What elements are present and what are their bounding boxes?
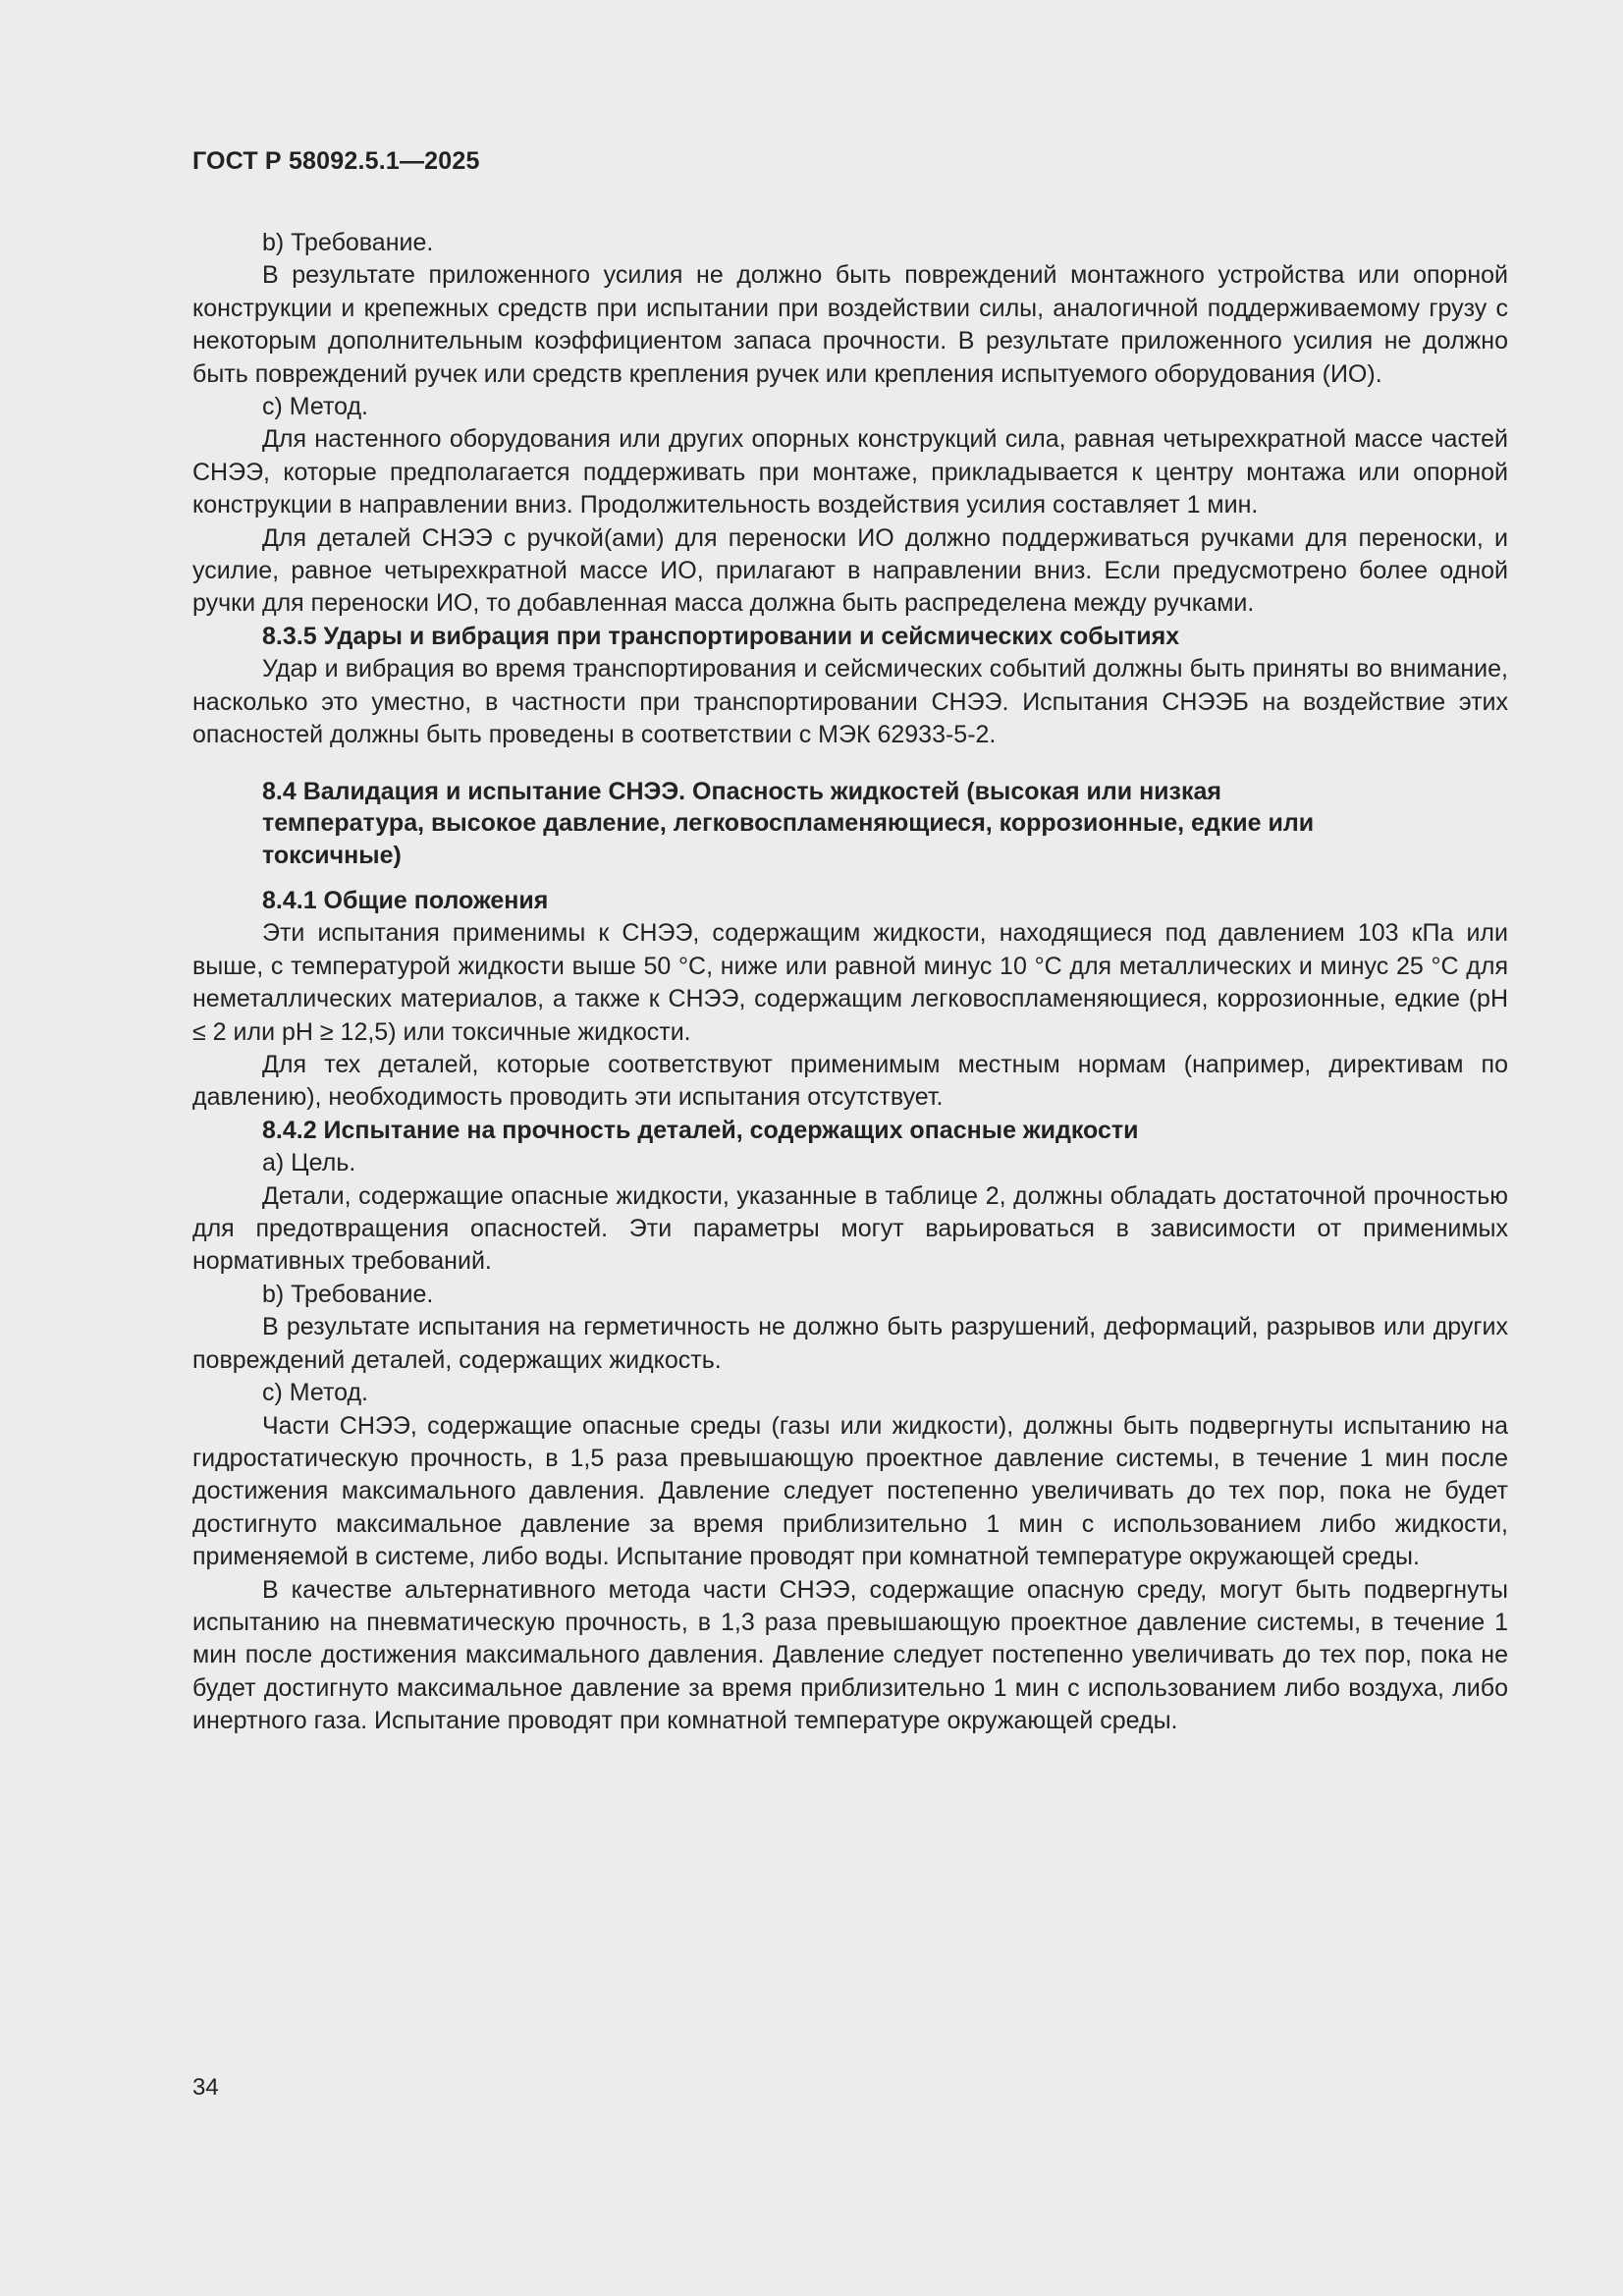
page-number: 34: [192, 2074, 219, 2101]
paragraph-item-c-method: c) Метод.: [262, 393, 369, 421]
paragraph-item-b-requirement: b) Требование.: [262, 1280, 434, 1308]
paragraph: Для тех деталей, которые соответствуют применимым местным нормам (например, директивам по давлению), необходимость проводить эти испытания отсутствует.: [192, 1051, 1508, 1112]
paragraph: Для настенного оборудования или других опорных конструкций сила, равная четырехкратной массе частей СНЭЭ, которые предполагается поддерживать при монтаже, прикладывается к центру монтажа или опорной конструкции в направлении вниз. Продолжительность воздействия усилия составляет 1 мин.: [192, 425, 1508, 519]
document-body: [192, 227, 1508, 1738]
paragraph: Для деталей СНЭЭ с ручкой(ами) для переноски ИО должно поддерживаться ручками для переноски, и усилие, равное четырехкратной массе ИО, прилагают в направлении вниз. Если предусмотрено более одной ручки для переноски ИО, то добавленная масса должна быть распределена между ручками.: [192, 523, 1508, 618]
paragraph: Удар и вибрация во время транспортирования и сейсмических событий должны быть приняты во внимание, насколько это уместно, в частности при транспортировании СНЭЭ. Испытания СНЭЭБ на воздействие этих опасностей должны быть проведены в соответствии с МЭК 62933-5-2.: [192, 655, 1508, 749]
paragraph-item-a-purpose: a) Цель.: [262, 1149, 356, 1177]
document-header-code: ГОСТ Р 58092.5.1—2025: [192, 147, 480, 175]
section-heading-8-4-2: 8.4.2 Испытание на прочность деталей, содержащих опасные жидкости: [262, 1116, 1139, 1144]
section-heading-8-3-5: 8.3.5 Удары и вибрация при транспортировании и сейсмических событиях: [262, 622, 1180, 650]
paragraph-item-c-method: c) Метод.: [262, 1379, 369, 1407]
section-heading-8-4-1: 8.4.1 Общие положения: [262, 887, 549, 914]
paragraph: Эти испытания применимы к СНЭЭ, содержащим жидкости, находящиеся под давлением 103 кПа или выше, с температурой жидкости выше 50 °С, ниже или равной минус 10 °С для металлических и минус 25 °С для неметаллических материалов, а также к СНЭЭ, содержащим легковоспламеняющиеся, коррозионные, едкие (рН ≤ 2 или рН ≥ 12,5) или токсичные жидкости.: [192, 919, 1508, 1046]
section-heading-8-4: 8.4 Валидация и испытание СНЭЭ. Опасность жидкостей (высокая или низкая температура, высокое давление, легковоспламеняющиеся, коррозионные, едкие или токсичные): [262, 777, 1315, 869]
paragraph-item-b-requirement: b) Требование.: [262, 229, 434, 256]
paragraph: В результате испытания на герметичность не должно быть разрушений, деформаций, разрывов или других повреждений деталей, содержащих жидкость.: [192, 1313, 1508, 1374]
paragraph: Части СНЭЭ, содержащие опасные среды (газы или жидкости), должны быть подвергнуты испытанию на гидростатическую прочность, в 1,5 раза превышающую проектное давление системы, в течение 1 мин после достижения максимального давления. Давление следует постепенно увеличивать до тех пор, пока не будет достигнуто максимальное давление за время приблизительно 1 мин с использованием либо жидкости, применяемой в системе, либо воды. Испытание проводят при комнатной температуре окружающей среды.: [192, 1411, 1508, 1571]
paragraph: Детали, содержащие опасные жидкости, указанные в таблице 2, должны обладать достаточной прочностью для предотвращения опасностей. Эти параметры могут варьироваться в зависимости от применимых нормативных требований.: [192, 1181, 1508, 1276]
paragraph: В результате приложенного усилия не должно быть повреждений монтажного устройства или опорной конструкции и крепежных средств при испытании при воздействии силы, аналогичной поддерживаемому грузу с некоторым дополнительным коэффициентом запаса прочности. В результате приложенного усилия не должно быть повреждений ручек или средств крепления ручек или крепления испытуемого оборудования (ИО).: [192, 261, 1508, 388]
paragraph: В качестве альтернативного метода части СНЭЭ, содержащие опасную среду, могут быть подвергнуты испытанию на пневматическую прочность, в 1,3 раза превышающую проектное давление системы, в течение 1 мин после достижения максимального давления. Давление следует постепенно увеличивать до тех пор, пока не будет достигнуто максимальное давление за время приблизительно 1 мин с использованием либо воздуха, либо инертного газа. Испытание проводят при комнатной температуре окружающей среды.: [192, 1575, 1508, 1735]
